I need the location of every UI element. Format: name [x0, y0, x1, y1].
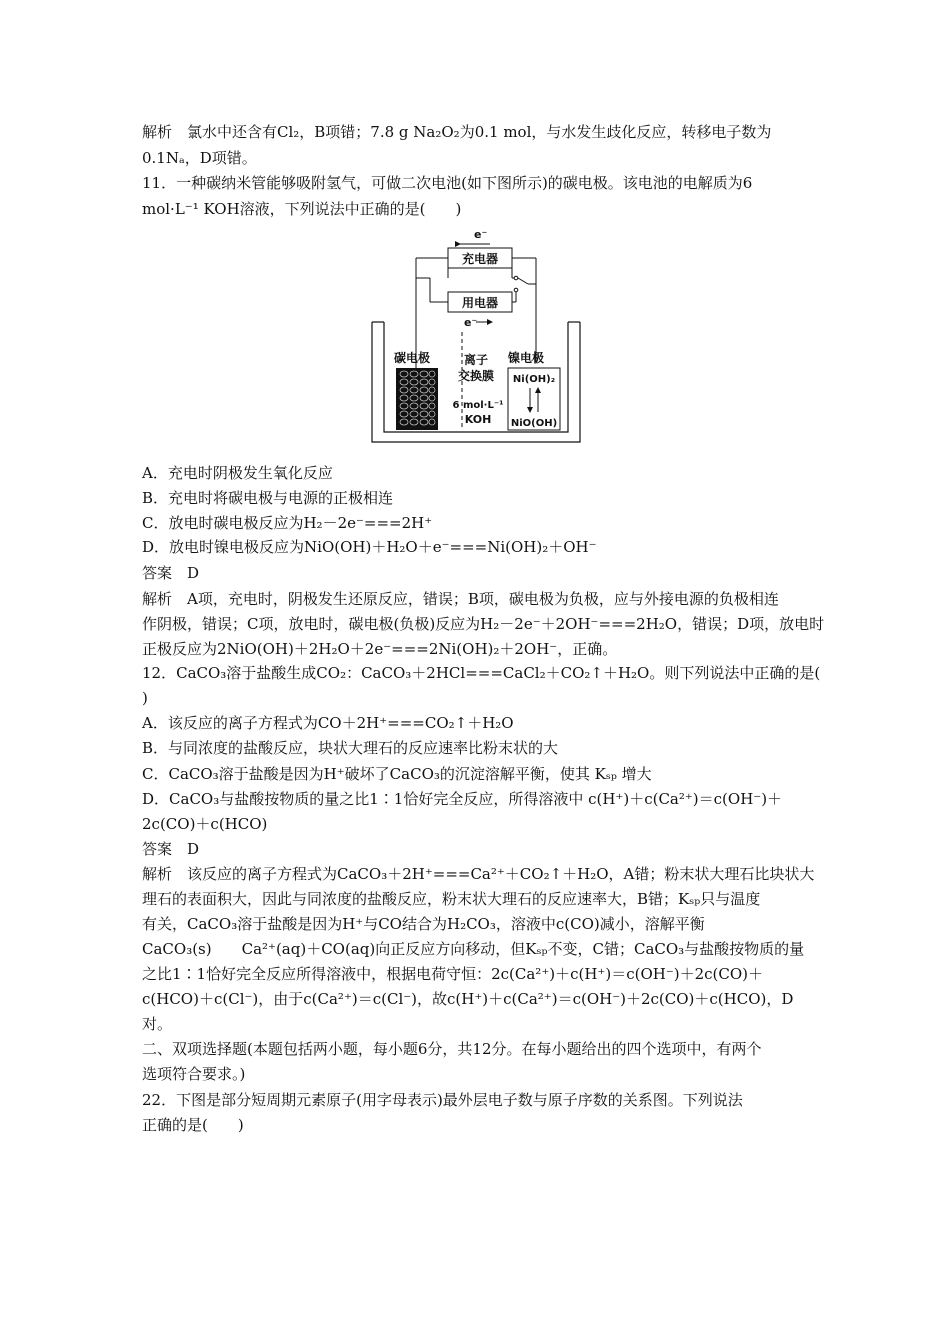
- question-22-stem: 22．下图是部分短周期元素原子(用字母表示)最外层电子数与原子序数的关系图。下列说法: [142, 1091, 743, 1109]
- section-heading: 二、双项选择题(本题包括两小题，每小题6分，共12分。在每小题给出的四个选项中，有两个: [142, 1040, 762, 1058]
- nickel-hydroxide-label: Ni(OH)₂: [512, 374, 556, 385]
- device-label: 用电器: [461, 296, 499, 310]
- carbon-electrode-label: 碳电极: [394, 351, 431, 365]
- analysis: 有关，CaCO₃溶于盐酸是因为H⁺与CO结合为H₂CO₃，溶液中c(CO)减小，溶解平衡: [142, 915, 705, 933]
- charger-label: 充电器: [461, 252, 499, 266]
- analysis: 对。: [142, 1015, 173, 1033]
- option-c: C．放电时碳电极反应为H₂－2e⁻===2H⁺: [142, 514, 433, 532]
- text-line: 0.1Nₐ，D项错。: [142, 149, 257, 167]
- analysis: 之比1∶1恰好完全反应所得溶液中，根据电荷守恒：2c(Ca²⁺)＋c(H⁺)＝c(OH⁻)＋2c(CO)＋: [142, 965, 764, 983]
- option-d: D．放电时镍电极反应为NiO(OH)＋H₂O＋e⁻===Ni(OH)₂＋OH⁻: [142, 538, 597, 556]
- text-line: 解析 氯水中还含有Cl₂，B项错；7.8 g Na₂O₂为0.1 mol，与水发生歧化反应，转移电子数为: [142, 123, 772, 141]
- analysis: 理石的表面积大，因此与同浓度的盐酸反应，粉末状大理石的反应速率大，B错；Kₛₚ只与温度: [142, 890, 761, 908]
- question-11-stem: mol·L⁻¹ KOH溶液，下列说法中正确的是( ): [142, 200, 462, 218]
- section-heading: 选项符合要求。): [142, 1065, 246, 1083]
- analysis: c(HCO)＋c(Cl⁻)，由于c(Ca²⁺)＝c(Cl⁻)，故c(H⁺)＋c(Ca²⁺)＝c(OH⁻)＋2c(CO)＋c(HCO)，D: [142, 990, 794, 1008]
- analysis: CaCO₃(s) Ca²⁺(aq)＋CO(aq)向正反应方向移动，但Kₛₚ不变，C错；CaCO₃与盐酸按物质的量: [142, 940, 805, 958]
- option-b: B．充电时将碳电极与电源的正极相连: [142, 489, 394, 507]
- membrane-label-1: 离子: [463, 353, 489, 367]
- analysis: 解析 A项，充电时，阴极发生还原反应，错误；B项，碳电极为负极，应与外接电源的负极相连: [142, 590, 779, 608]
- question-12-stem: 12．CaCO₃溶于盐酸生成CO₂：CaCO₃＋2HCl===CaCl₂＋CO₂↑＋H₂O。则下列说法中正确的是(: [142, 664, 821, 682]
- option-d: 2c(CO)＋c(HCO): [142, 815, 268, 833]
- question-12-stem: ): [142, 689, 148, 707]
- answer: 答案 D: [142, 564, 200, 582]
- membrane-label-2: 交换膜: [457, 369, 495, 383]
- analysis: 正极反应为2NiO(OH)＋2H₂O＋2e⁻===2Ni(OH)₂＋2OH⁻，正确。: [142, 640, 618, 658]
- battery-diagram: [368, 222, 584, 454]
- electron-label-top: e⁻: [474, 228, 488, 241]
- electrolyte-label: KOH: [464, 413, 492, 426]
- option-d: D．CaCO₃与盐酸按物质的量之比1∶1恰好完全反应，所得溶液中 c(H⁺)＋c(Ca²⁺)＝c(OH⁻)＋: [142, 790, 783, 808]
- option-a: A．充电时阴极发生氧化反应: [142, 464, 333, 482]
- question-11-stem: 11．一种碳纳米管能够吸附氢气，可做二次电池(如下图所示)的碳电极。该电池的电解质为6: [142, 174, 753, 192]
- option-c: C．CaCO₃溶于盐酸是因为H⁺破坏了CaCO₃的沉淀溶解平衡，使其 Kₛₚ 增大: [142, 765, 652, 783]
- answer: 答案 D: [142, 840, 200, 858]
- nickel-electrode-label: 镍电极: [508, 351, 545, 365]
- option-b: B．与同浓度的盐酸反应，块状大理石的反应速率比粉末状的大: [142, 739, 559, 757]
- option-a: A．该反应的离子方程式为CO＋2H⁺===CO₂↑＋H₂O: [142, 714, 514, 732]
- electron-label-bottom: e⁻: [464, 316, 478, 329]
- electrolyte-concentration: 6 mol·L⁻¹: [452, 400, 504, 411]
- question-22-stem: 正确的是( ): [142, 1116, 244, 1134]
- analysis: 作阴极，错误；C项，放电时，碳电极(负极)反应为H₂－2e⁻＋2OH⁻===2H₂O，错误；D项，放电时: [142, 615, 825, 633]
- nickel-oxyhydroxide-label: NiO(OH): [510, 418, 558, 429]
- analysis: 解析 该反应的离子方程式为CaCO₃＋2H⁺===Ca²⁺＋CO₂↑＋H₂O，A错；粉末状大理石比块状大: [142, 865, 815, 883]
